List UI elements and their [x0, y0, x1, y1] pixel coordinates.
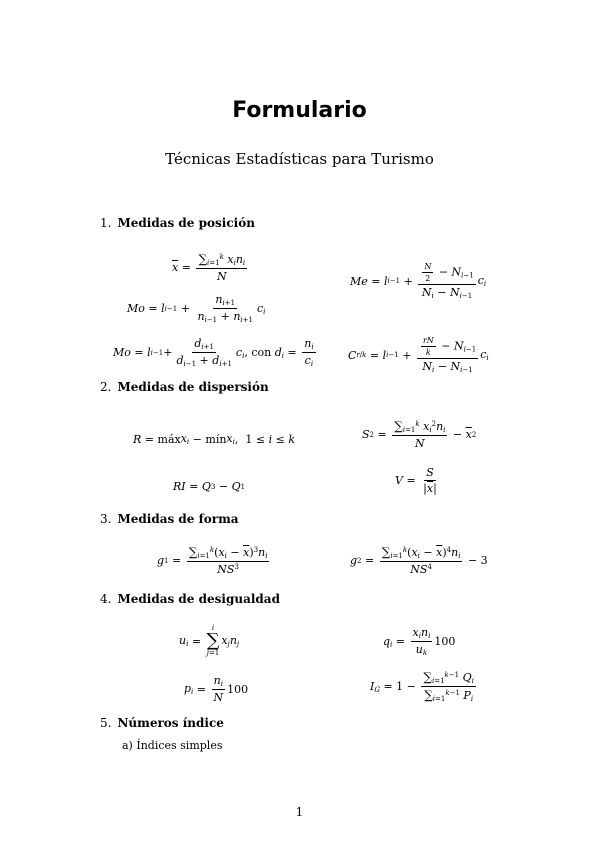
formula-cv: V = $\frac{S}{|\overline{x}|}$ — [395, 466, 437, 495]
formula-variance: S 2 = $\frac{\sum_{i=1}^k x_i^2n_i}{N}$ − $\overline{x}$ 2 — [362, 419, 477, 450]
con-word: con — [251, 346, 272, 359]
section-number: 2. — [100, 380, 112, 394]
section-label: Medidas de posición — [117, 216, 255, 230]
formula-gini: $I_G$ = 1 − $\frac{\sum_{i=1}^{k-1} Q_i}{\sum_{i=1}^{k-1} P_i}$ — [370, 670, 474, 703]
page-subtitle: Técnicas Estadísticas para Turismo — [165, 150, 434, 168]
section-number: 5. — [100, 716, 112, 730]
section-number: 3. — [100, 512, 112, 526]
formula-mean: $\overline{x}$ = $\frac{\sum_{i=1}^k x_in_i}{N}$ — [172, 252, 246, 283]
formula-interquartile: RI = Q 3 − Q 1 — [173, 480, 246, 493]
section-label: Números índice — [117, 716, 224, 730]
formula-p: $p_i$ = $\frac{n_i}{N}$ 100 — [184, 674, 249, 704]
section-heading-2 — [100, 380, 269, 394]
formula-kurtosis: g 2 = $\frac{\sum_{i=1}^k(x_i - \overline{x})^4n_i}{NS^4}$ − 3 — [350, 545, 488, 576]
section-label: Medidas de dispersión — [117, 380, 269, 394]
formula-quantile: C r/k = l i−1 + $\frac{rN}{k}$ − $N_{i-1}$ $N_i - N_{i-1}$ $c_i$ — [348, 336, 489, 374]
formula-skewness: g 1 = $\frac{\sum_{i=1}^k(x_i - \overline{x})^3n_i}{NS^3}$ — [157, 545, 268, 576]
section-number: 4. — [100, 592, 112, 606]
section-label: Medidas de desigualdad — [117, 592, 280, 606]
subitem-simple-indices — [122, 739, 222, 752]
section-heading-3 — [100, 512, 239, 526]
subitem-letter: a) — [122, 739, 133, 752]
section-heading-4 — [100, 592, 280, 606]
formula-q: $q_i$ = $\frac{x_in_i}{u_k}$ 100 — [383, 626, 456, 657]
formula-median: Me = l i−1 + $\frac{N}{2}$ − $N_{i-1}$ $N_i - N_{i-1}$ $c_i$ — [350, 262, 487, 300]
section-label: Medidas de forma — [117, 512, 239, 526]
section-number: 1. — [100, 216, 112, 230]
formula-mode-2: Mo = l i−1 + $\frac{d_{i+1}}{d_{i-1} + d_{i+1}}$ $c_i$ , con $d_i$ = $\frac{n_i}{c_i}$ — [113, 337, 314, 368]
section-heading-1 — [100, 216, 255, 230]
page-number: 1 — [295, 805, 304, 819]
formula-mode-1: Mo = l i−1 + $\frac{n_{i+1}}{n_{i-1} + n_{i+1}}$ $c_i$ — [127, 293, 266, 324]
page-title: Formulario — [232, 98, 367, 123]
formula-range: R = máx $x_i$ − mín $x_i$ , 1 ≤ i ≤ k — [133, 432, 296, 446]
section-heading-5 — [100, 716, 224, 730]
formula-u: $u_i$ = i ∑ j=1 $x_jn_j$ — [179, 624, 240, 657]
subitem-label: Índices simples — [136, 739, 223, 752]
